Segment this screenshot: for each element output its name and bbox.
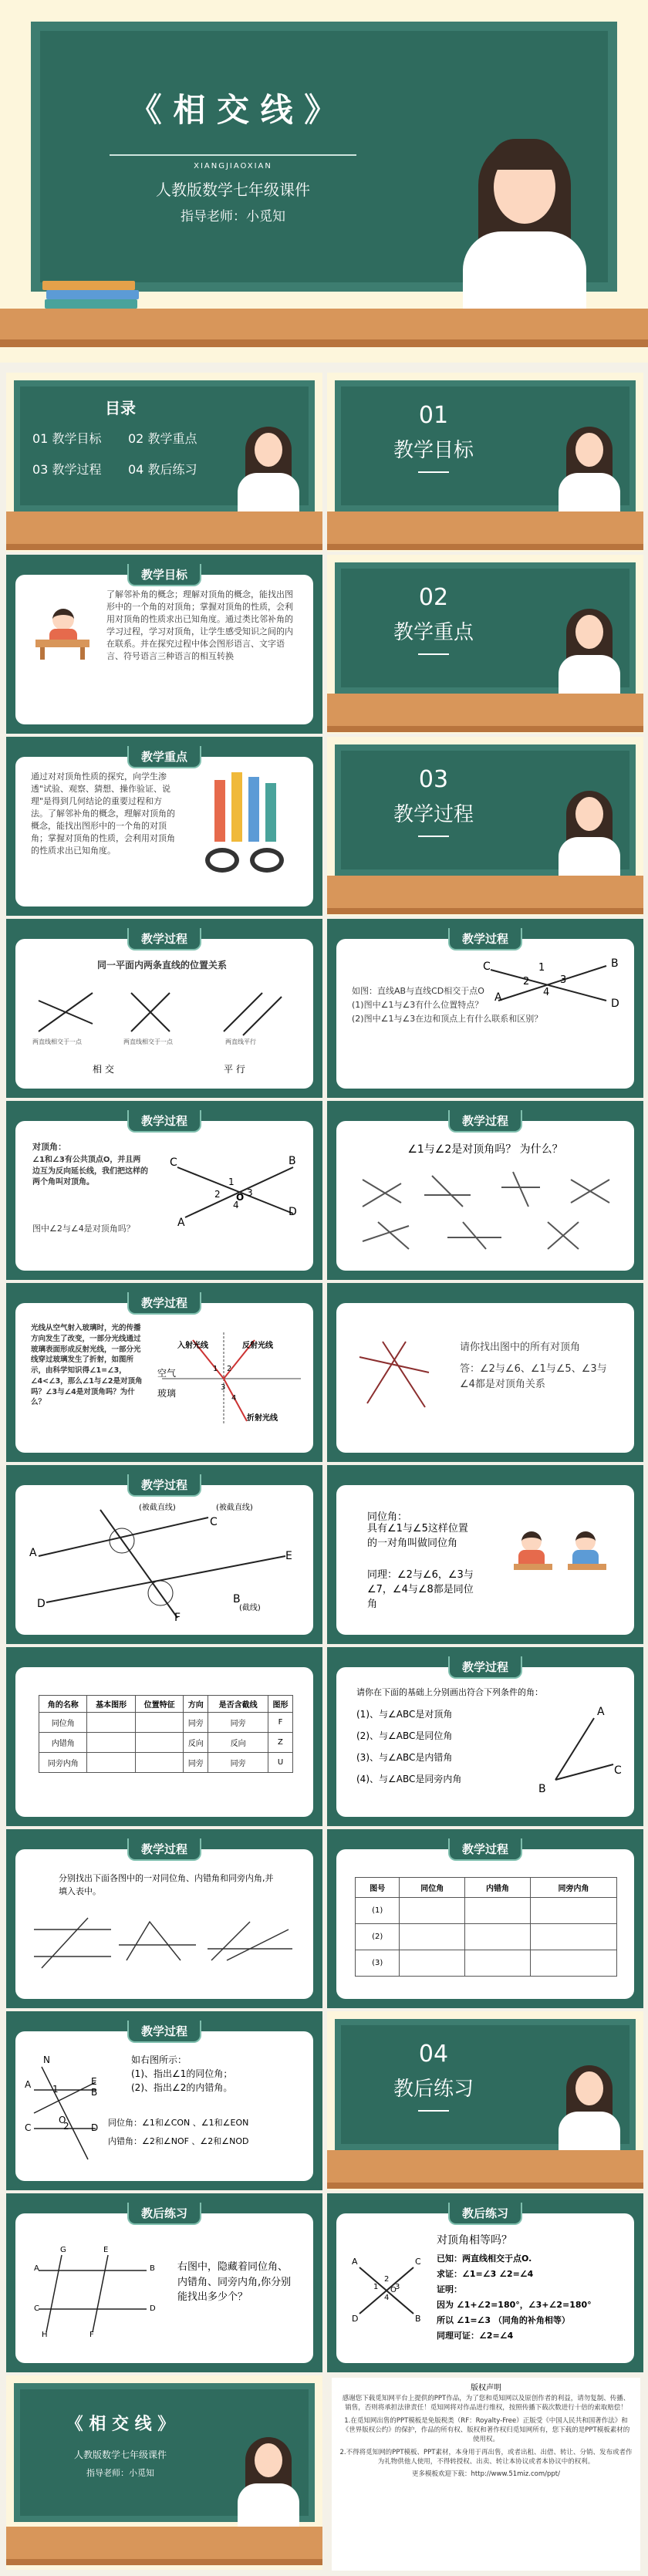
table-header: 图号 xyxy=(356,1878,400,1898)
p2-intersect-figure xyxy=(475,954,629,1016)
end-teacher: 指导老师：小觅知 xyxy=(86,2468,154,2478)
table-header: 基本图形 xyxy=(87,1696,135,1713)
process-slide-1 xyxy=(6,919,322,1098)
p7-label: (被截直线) xyxy=(216,1504,253,1512)
p7-pt: C xyxy=(210,1516,218,1528)
slide-tag: 教学过程 xyxy=(127,928,201,950)
process-slide-6 xyxy=(327,1283,643,1462)
p14-pt: C xyxy=(34,2304,39,2313)
p5-text: 光线从空气射入玻璃时，光的传播方向发生了改变，一部分光线通过玻璃表面形成反射光线，一部分光线穿过玻璃发生了折射，如图所示，由科学知识得∠1=∠3，∠4<∠3，那么∠1与∠2是对顶角吗？∠3与∠4是对顶角吗？为什么？ xyxy=(31,1324,143,1407)
p8-heading: 同位角： xyxy=(367,1511,408,1523)
process-slide-10 xyxy=(327,1647,643,1826)
p10-item: (4)、与∠ABC是同旁内角 xyxy=(356,1774,462,1784)
p13-line: 如右图所示： xyxy=(131,2054,187,2065)
end-title: 《 相 交 线 》 xyxy=(66,2415,175,2434)
section-title: 教学重点 xyxy=(393,621,474,644)
focus-slide xyxy=(6,737,322,916)
table-header: 同旁内角 xyxy=(530,1878,616,1898)
p13-line: 内错角：∠2和∠NOF 、∠2和∠NOD xyxy=(108,2136,249,2146)
p15-pt: A xyxy=(352,2257,358,2267)
license-heading: 版权声明 xyxy=(471,2384,501,2392)
slide-tag: 教学目标 xyxy=(127,564,201,586)
slide-tag: 教学过程 xyxy=(448,1110,522,1133)
table-cell: (1) xyxy=(356,1898,400,1924)
goal-text: 了解邻补角的概念；理解对顶角的概念，能找出图形中的一个角的对顶角；掌握对顶角的性质，会利用对顶角的性质求出已知角度。通过类比邻补角的学习过程，学习对顶角，让学生感受知识之间的内在联系。并在探究过程中体会图形语言、文字语言、符号语言三种语言的相互转换 xyxy=(106,589,293,661)
toc-heading: 目录 xyxy=(105,399,136,417)
p7-pt: F xyxy=(174,1612,181,1624)
slide-tag: 教学过程 xyxy=(127,2021,201,2043)
p13-line: (2)、指出∠2的内错角。 xyxy=(131,2082,233,2093)
slide-tag: 教学过程 xyxy=(448,1656,522,1679)
process-slide-2 xyxy=(327,919,643,1098)
p3-text: ∠1和∠3有公共顶点O，并且两边互为反向延长线，我们把这样的两个角叫对顶角。 xyxy=(32,1156,148,1187)
p2-angle: 4 xyxy=(543,987,550,998)
p1-caption: 两直线平行 xyxy=(225,1038,256,1045)
p10-pt: B xyxy=(538,1783,546,1795)
p7-pt: E xyxy=(285,1550,292,1562)
slide-tag: 教后练习 xyxy=(448,2203,522,2225)
table-header: 图形 xyxy=(268,1696,292,1713)
p7-pt: A xyxy=(29,1547,37,1559)
toc-item[interactable]: 04 教后练习 xyxy=(128,462,197,477)
p13-figure xyxy=(26,2059,103,2167)
p15-pt: B xyxy=(415,2314,421,2324)
end-slide xyxy=(6,2375,322,2570)
p14-figure xyxy=(31,2247,154,2340)
table-cell: (2) xyxy=(356,1924,400,1950)
p4-question: ∠1与∠2是对顶角吗？ 为什么？ xyxy=(407,1143,563,1156)
p8-definition: 具有∠1与∠5这样位置的一对角叫做同位角 xyxy=(367,1523,468,1549)
process-slide-9 xyxy=(6,1647,322,1826)
toc-item[interactable]: 02 教学重点 xyxy=(128,431,197,446)
p14-pt: B xyxy=(150,2264,155,2273)
cover-slide xyxy=(0,0,648,363)
table-cell: F xyxy=(268,1713,292,1733)
section-slide-01 xyxy=(327,373,643,552)
slide-tag: 教学过程 xyxy=(127,1474,201,1497)
p2-line: 如图：直线AB与直线CD相交于点O xyxy=(352,986,484,996)
teacher-illustration xyxy=(432,116,617,309)
student-desk-icon xyxy=(35,606,89,660)
p13-pt: O xyxy=(59,2115,66,2125)
p3-angle: 3 xyxy=(247,1187,253,1198)
p1-caption: 两直线相交于一点 xyxy=(32,1038,82,1045)
p3-angle: 1 xyxy=(228,1177,235,1187)
p13-line: 同位角：∠1和∠CON 、∠1和∠EON xyxy=(108,2118,249,2128)
cover-desk xyxy=(0,309,648,347)
table-cell: Z xyxy=(268,1733,292,1753)
p5-label: 折射光线 xyxy=(247,1414,278,1423)
end-subtitle: 人教版数学七年级课件 xyxy=(73,2449,167,2460)
slide-tag: 教学过程 xyxy=(448,928,522,950)
table-cell: 同位角 xyxy=(39,1713,87,1733)
section-slide-03 xyxy=(327,737,643,916)
p8-same: 同理：∠2与∠6，∠3与∠7，∠4与∠8都是同位角 xyxy=(367,1569,474,1610)
p15-line: 同理可证：∠2=∠4 xyxy=(437,2331,514,2341)
goal-slide xyxy=(6,555,322,734)
p6-text: 请你找出图中的所有对顶角 xyxy=(460,1342,581,1353)
license-line: 1.在觅知网出售的PPT模板是免版税类（RF：Royalty-Free）正版受《中国人民共和国著作法》和《世界版权公约》的保护，作品的所有权、版权和著作权归觅知网所有，您下载的是PPT模板素材的使用权。 xyxy=(342,2416,630,2444)
p5-label: 玻璃 xyxy=(157,1388,177,1399)
p5-label: 空气 xyxy=(157,1368,177,1379)
p15-figure xyxy=(352,2260,421,2321)
table-header: 方向 xyxy=(184,1696,208,1713)
slide-tag: 教学过程 xyxy=(448,1838,522,1861)
license-block xyxy=(332,2378,640,2571)
section-number: 04 xyxy=(418,2041,449,2068)
pencils-glasses-icon xyxy=(205,772,290,880)
p14-text: 右图中，隐藏着同位角、内错角、同旁内角,你分别能找出多少个？ xyxy=(177,2261,292,2303)
p5-num: 3 xyxy=(221,1383,226,1392)
cover-subtitle: 人教版数学七年级课件 xyxy=(156,181,310,199)
p6-triangle-figure xyxy=(352,1334,437,1419)
table-header: 内错角 xyxy=(465,1878,531,1898)
p5-num: 4 xyxy=(231,1394,237,1403)
section-title: 教后练习 xyxy=(393,2078,474,2101)
p3-question: 图中∠2与∠4是对顶角吗？ xyxy=(32,1224,135,1234)
license-line: 2.不得将觅知网的PPT模板、PPT素材，本身用于再出售，或者出租、出借、转让、分销、发布或者作为礼物供他人使用，不得转授权、出卖、转让本协议或者本协议中的权利。 xyxy=(339,2448,633,2466)
p5-label: 入射光线 xyxy=(177,1342,208,1350)
p3-pt: B xyxy=(289,1155,296,1167)
license-line: 感谢您下载觅知网平台上提供的PPT作品，为了您和觅知网以及原创作者的利益，请勿复制、传播、销售，否则将承担法律责任！觅知网将对作品进行维权，按照传播下载次数进行十倍的索取赔偿！ xyxy=(342,2395,630,2412)
process-slide-8 xyxy=(327,1465,643,1644)
p3-heading: 对顶角： xyxy=(32,1142,66,1152)
table-cell: U xyxy=(268,1753,292,1773)
p15-angle: 4 xyxy=(384,2294,390,2302)
students-icon xyxy=(514,1531,622,1593)
p11-figures xyxy=(26,1914,304,1976)
p10-item: (2)、与∠ABC是同位角 xyxy=(356,1730,453,1741)
table-cell: 同旁内角 xyxy=(39,1753,87,1773)
license-link[interactable]: 更多模板欢迎下载：http://www.51miz.com/ppt/ xyxy=(412,2470,560,2479)
p10-item: (1)、与∠ABC是对顶角 xyxy=(356,1709,453,1720)
p2-angle: 3 xyxy=(560,974,567,986)
p2-angle: 2 xyxy=(523,976,530,988)
process-slide-4 xyxy=(327,1101,643,1280)
p1-label-intersect: 相 交 xyxy=(93,1064,114,1075)
table-cell: 反向 xyxy=(184,1733,208,1753)
p13-line: (1)、指出∠1的同位角； xyxy=(131,2068,233,2079)
practice-slide-2 xyxy=(327,2193,643,2372)
p10-question: 请你在下面的基础上分别画出符合下列条件的角： xyxy=(356,1687,543,1697)
p13-angle: 2 xyxy=(63,2121,69,2132)
cover-teacher: 指导老师：小觅知 xyxy=(181,209,285,225)
p15-angle: 3 xyxy=(395,2283,400,2291)
p7-label: (截线) xyxy=(239,1604,261,1612)
p3-pt: A xyxy=(177,1217,185,1229)
section-title: 教学过程 xyxy=(393,803,474,826)
slide-tag: 教学过程 xyxy=(127,1292,201,1315)
p13-pt: N xyxy=(43,2054,50,2065)
process-slide-13 xyxy=(6,2011,322,2190)
table-cell: 同旁 xyxy=(184,1753,208,1773)
table-cell: 同旁 xyxy=(208,1713,268,1733)
table-cell: 内错角 xyxy=(39,1733,87,1753)
p4-angle-figures xyxy=(347,1164,625,1257)
p10-angle-figure xyxy=(540,1710,617,1795)
p13-pt: A xyxy=(25,2079,32,2090)
p2-line: (1)图中∠1与∠3有什么位置特点？ xyxy=(352,1000,484,1010)
toc-item[interactable]: 03 教学过程 xyxy=(32,462,102,477)
p1-title: 同一平面内两条直线的位置关系 xyxy=(96,960,227,971)
slide-tag: 教学过程 xyxy=(127,1838,201,1861)
cover-pinyin: XIANGJIAOXIAN xyxy=(194,162,272,170)
slide-tag: 教学过程 xyxy=(127,1110,201,1133)
table-header: 是否含截线 xyxy=(208,1696,268,1713)
table-header: 同位角 xyxy=(400,1878,465,1898)
p14-pt: F xyxy=(89,2331,94,2339)
p2-pt: B xyxy=(611,957,619,970)
p1-label-parallel: 平 行 xyxy=(224,1064,245,1075)
table-cell: 反向 xyxy=(208,1733,268,1753)
p15-line: 求证：∠1=∠3 ∠2=∠4 xyxy=(437,2269,534,2279)
p15-pt: C xyxy=(415,2257,421,2267)
table-cell: 同旁 xyxy=(208,1753,268,1773)
p3-origin: O xyxy=(236,1192,245,1203)
slide-tag: 教学重点 xyxy=(127,746,201,768)
focus-text: 通过对对顶角性质的探究，向学生渗透"试验、观察、猜想、操作验证、说理"是得到几何结论的重要过程和方法。了解邻补角的概念，理解对顶角的概念，能找出图形中的一个角的对顶角；掌握对顶角的性质，会利用对顶角的性质求出已知角度。 xyxy=(31,771,175,856)
p15-line: 证明： xyxy=(437,2284,462,2294)
p3-pt: C xyxy=(170,1156,177,1169)
p2-pt: A xyxy=(494,991,502,1004)
p14-pt: G xyxy=(60,2246,66,2254)
p14-pt: A xyxy=(34,2264,39,2273)
process-slide-11 xyxy=(6,1829,322,2008)
angle-table xyxy=(39,1695,293,1773)
p13-pt: C xyxy=(25,2122,32,2133)
section-slide-04 xyxy=(327,2011,643,2190)
process-slide-3 xyxy=(6,1101,322,1280)
table-header: 位置特征 xyxy=(135,1696,183,1713)
p3-angle: 2 xyxy=(214,1189,221,1200)
p2-pt: D xyxy=(611,998,619,1010)
p7-label: (被截直线) xyxy=(139,1504,176,1512)
p10-pt: C xyxy=(614,1764,622,1777)
table-cell: (3) xyxy=(356,1950,400,1977)
toc-item[interactable]: 01 教学目标 xyxy=(32,431,102,446)
p7-pt: D xyxy=(37,1598,46,1610)
p15-angle: 1 xyxy=(373,2283,379,2291)
p3-angle: 4 xyxy=(233,1200,239,1210)
book-stack xyxy=(42,281,135,290)
process-slide-7 xyxy=(6,1465,322,1644)
cover-title: 《 相 交 线 》 xyxy=(129,91,337,129)
p15-line: 因为 ∠1+∠2=180°，∠3+∠2=180° xyxy=(437,2300,592,2310)
p13-pt: B xyxy=(91,2087,98,2098)
process-slide-5 xyxy=(6,1283,322,1462)
slide-tag: 教后练习 xyxy=(127,2203,201,2225)
p13-angle: 1 xyxy=(52,2084,59,2095)
process-slide-12 xyxy=(327,1829,643,2008)
section-title: 教学目标 xyxy=(393,439,474,462)
p10-pt: A xyxy=(597,1706,605,1718)
p14-pt: D xyxy=(150,2304,156,2313)
table-cell: 同旁 xyxy=(184,1713,208,1733)
p15-line: 所以 ∠1=∠3 （同角的补角相等） xyxy=(437,2315,570,2325)
p13-pt: E xyxy=(91,2076,97,2087)
p15-pt: D xyxy=(352,2314,359,2324)
p2-angle: 1 xyxy=(538,962,545,974)
section-number: 01 xyxy=(418,402,449,429)
p2-pt: C xyxy=(483,961,491,973)
section-slide-02 xyxy=(327,555,643,734)
p3-pt: D xyxy=(289,1206,297,1218)
table-header: 角的名称 xyxy=(39,1696,87,1713)
p15-angle: 2 xyxy=(384,2275,390,2284)
p5-label: 反射光线 xyxy=(242,1342,273,1350)
cover-divider xyxy=(110,154,356,156)
p14-pt: H xyxy=(42,2331,48,2339)
p15-question: 对顶角相等吗？ xyxy=(437,2234,512,2247)
p13-pt: D xyxy=(91,2122,99,2133)
p5-num: 2 xyxy=(227,1365,232,1373)
p1-caption: 两直线相交于一点 xyxy=(123,1038,173,1045)
p10-item: (3)、与∠ABC是内错角 xyxy=(356,1752,453,1763)
p5-num: 1 xyxy=(213,1365,218,1373)
practice-slide-1 xyxy=(6,2193,322,2372)
p15-line: 已知：两直线相交于点O. xyxy=(437,2254,532,2264)
fill-table xyxy=(355,1877,617,1977)
p3-intersect-figure xyxy=(170,1152,301,1229)
toc-slide xyxy=(6,373,322,552)
p6-answer: 答：∠2与∠6、∠1与∠5、∠3与∠4都是对顶角关系 xyxy=(460,1363,607,1391)
p11-text: 分别找出下面各图中的一对同位角、内错角和同旁内角,并填入表中。 xyxy=(59,1873,274,1896)
p14-pt: E xyxy=(103,2246,109,2254)
p7-pt: B xyxy=(233,1593,241,1605)
p2-line: (2)图中∠1与∠3在边和顶点上有什么联系和区别？ xyxy=(352,1014,543,1024)
p15-origin: O xyxy=(390,2286,397,2294)
section-number: 02 xyxy=(418,584,449,611)
section-number: 03 xyxy=(418,766,449,793)
